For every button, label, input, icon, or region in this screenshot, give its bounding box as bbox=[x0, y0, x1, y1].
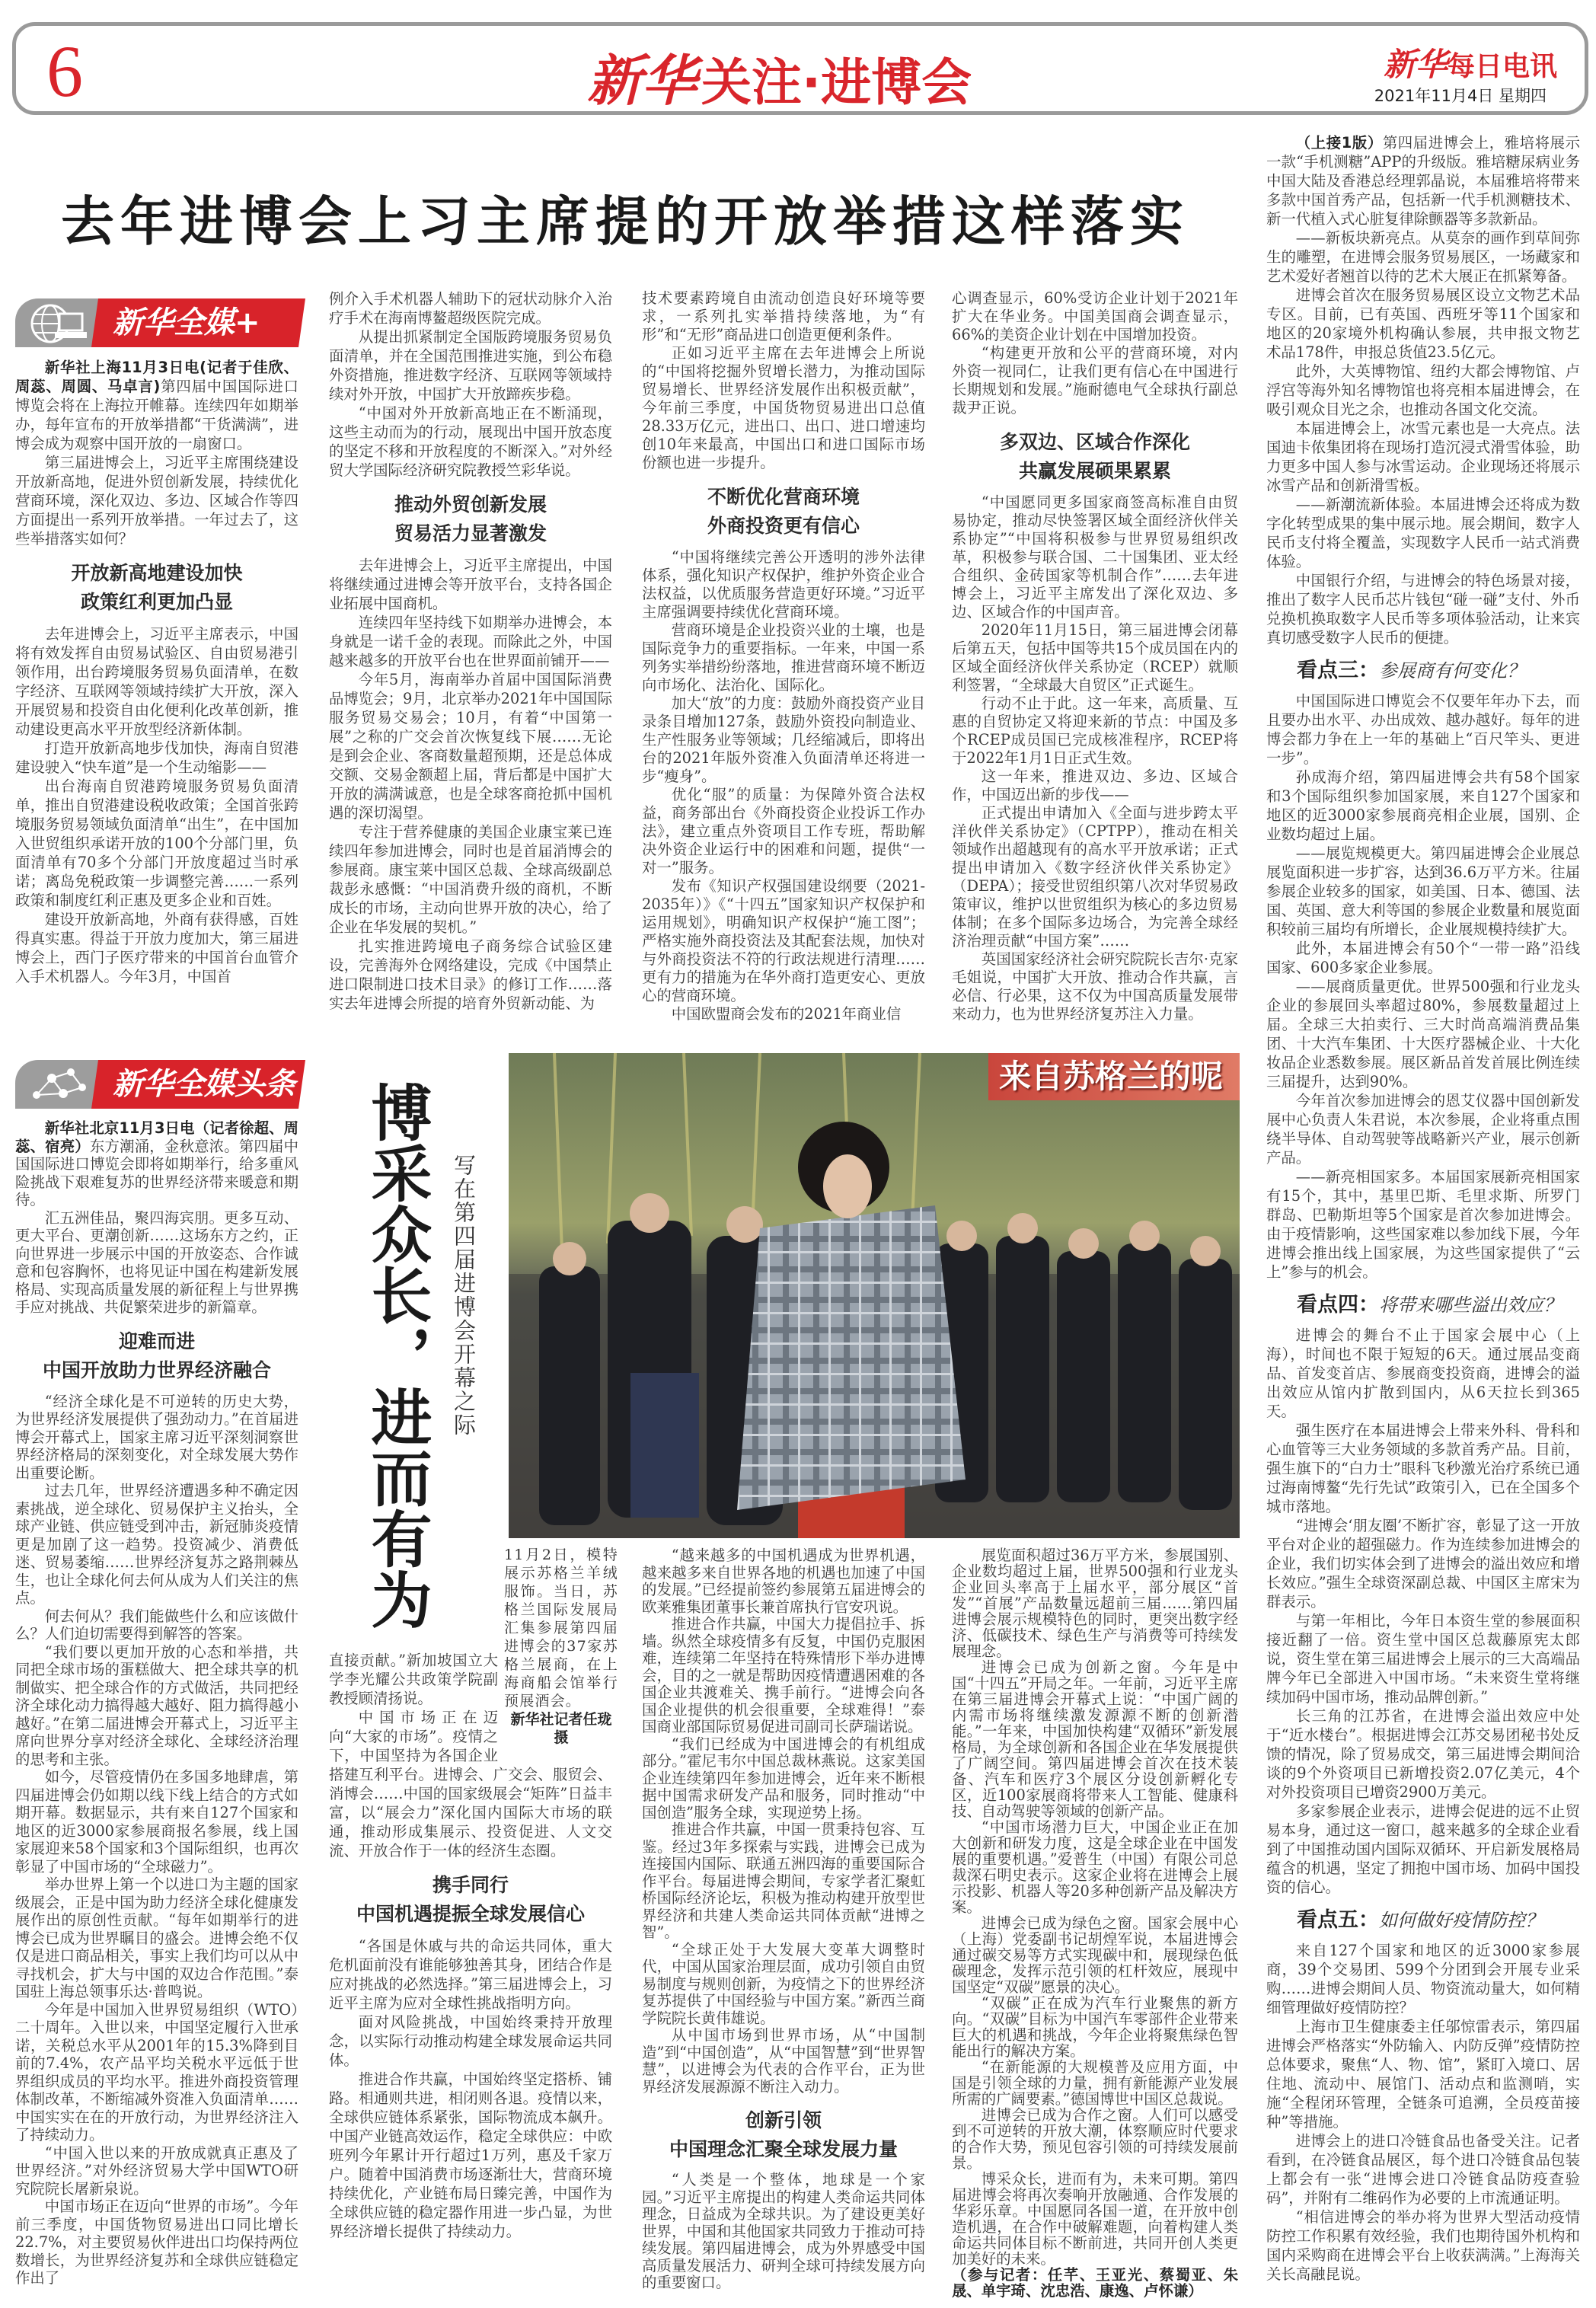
lead-text: 第四届进博会上，雅培将展示一款“手机测糖”APP的升级版。雅培糖尿病业务中国大陆及香港总经理郭晶说，本届雅培将带来多款中国首秀产品，包括新一代手机测糖技术、新一代植入式心脏复律除颤器等多款新品。 bbox=[1266, 134, 1581, 228]
article2-column-3 bbox=[642, 1547, 925, 2292]
paragraph: 中国市场正在迈向“世界的市场”。今年前三季度，中国货物贸易进出口同比增长22.7%，对主要贸易伙伴进出口均保持两位数增长，为世界经济复苏和全球供应链稳定作出了 bbox=[15, 2198, 298, 2287]
paragraph: 从中国市场到世界市场，从“中国制造”到“中国创造”，从“中国智慧”到“世界智慧”，以进博会为代表的合作平台，正为世界经济发展源源不断注入动力。 bbox=[642, 2026, 925, 2096]
paragraph: “我们已经成为中国进博会的有机组成部分。”霍尼韦尔中国总裁林燕说。这家美国企业连续第四年参加进博会，近年来不断根据中国需求研发产品和服务，同时推动“中国创造”服务全球，实现逆势上扬。 bbox=[642, 1735, 925, 1821]
paragraph: 英国国家经济社会研究院院长吉尔·克家毛姐说，中国扩大开放、推动合作共赢，言必信、行必果，这不仅为中国高质量发展带来动力，也为世界经济复苏注入力量。 bbox=[952, 950, 1238, 1023]
paragraph: ——新板块新亮点。从莫奈的画作到草间弥生的雕塑，在进博会服务贸易展区，一场藏家和艺术爱好者翘首以待的艺术大展正在抓紧筹备。 bbox=[1266, 229, 1580, 285]
paragraph: 打造开放新高地步伐加快，海南自贸港建设驶入“快车道”是一个生动缩影—— bbox=[15, 739, 298, 776]
subheading-line: 携手同行 bbox=[432, 1874, 509, 1896]
highlight-question: 如何做好疫情防控？ bbox=[1379, 1910, 1543, 1931]
paragraph: 本届进博会上，冰雪元素也是一大亮点。法国迪卡侬集团将在现场打造沉浸式滑雪体验，助力更多中国人参与冰雪运动。企业现场还将展示冰雪产品和创新滑雪板。 bbox=[1266, 420, 1580, 494]
paragraph: “中国愿同更多国家商签高标准自由贸易协定，推动尽快签署区域全面经济伙伴关系协定”“中国将积极参与世界贸易组织改革，积极参与联合国、二十国集团、亚太经合组织、金砖国家等机制合作”……去年进博会上，习近平主席发出了深化双边、多边、区域合作的中国声音。 bbox=[952, 493, 1238, 621]
paragraph: 技术要素跨境自由流动创造良好环境等要求，一系列扎实举措持续落地，为“有形”和“无形”商品进口创造更便利条件。 bbox=[642, 289, 925, 343]
paragraph: 去年进博会上，习近平主席提出，中国将继续通过进博会等开放平台，支持各国企业拓展中国商机。 bbox=[329, 557, 612, 612]
highlight-question: 参展商有何变化？ bbox=[1379, 660, 1525, 682]
section-subheading bbox=[329, 490, 612, 548]
caption-text: 11月2日，模特展示苏格兰羊绒服饰。当日，苏格兰国际发展局汇集参展第四届进博会的37家苏格兰展商，在上海商船会馆举行预展酒会。 bbox=[504, 1547, 618, 1709]
paragraph: 从提出抓紧制定全国版跨境服务贸易负面清单，并在全国范围推进实施，到公布稳外资措施，推进数字经济、互联网等领域持续对外开放，中国扩大开放蹄疾步稳。 bbox=[329, 328, 612, 403]
section-title-text: 关注·进博会 bbox=[701, 53, 972, 112]
paragraph: 强生医疗在本届进博会上带来外科、骨科和心血管等三大业务领域的多款首秀产品。目前，强生旗下的“白力士”眼科飞秒激光治疗系统已通过海南博鳌“先行先试”政策引入，已在全国多个城市落地。 bbox=[1266, 1422, 1580, 1515]
subheading-line: 推动外贸创新发展 bbox=[394, 493, 547, 516]
section-subheading bbox=[642, 2106, 925, 2164]
article1-headline: 去年进博会上习主席提的开放举措这样落实 bbox=[61, 190, 1189, 253]
subheading-line: 多双边、区域合作深化 bbox=[999, 431, 1190, 453]
paragraph: 行动不止于此。这一年来，高质量、互惠的自贸协定又将迎来新的节点：中国及多个RCEP成员国已完成核准程序，RCEP将于2022年1月1日正式生效。 bbox=[952, 694, 1238, 767]
paragraph: 进博会上的进口冷链食品也备受关注。记者看到，在冷链食品展区，每个进口冷链食品包装上都会有一张“进博会进口冷链食品防疫查验码”，并附有二维码作为必要的上市流通证明。 bbox=[1266, 2132, 1580, 2207]
paragraph: 中国国际进口博览会不仅要年年办下去，而且要办出水平、办出成效、越办越好。每年的进博会都力争在上一年的基础上“百尺竿头、更进一步”。 bbox=[1266, 692, 1580, 767]
paragraph: 中国银行介绍，与进博会的特色场景对接，推出了数字人民币芯片钱包“碰一碰”支付、外币兑换机换取数字人民币等多项体验活动，让来宾真切感受数字人民币的便捷。 bbox=[1266, 572, 1580, 646]
paragraph: 中国欧盟商会发布的2021年商业信 bbox=[671, 1005, 902, 1023]
article1-column-4 bbox=[952, 289, 1238, 1023]
section-subheading bbox=[15, 559, 298, 617]
paragraph: 博采众长，进而有为，未来可期。第四届进博会将再次奏响开放融通、合作发展的华彩乐章。中国愿同各国一道，在开放中创造机遇，在合作中破解难题，向着构建人类命运共同体目标不断前进，共同开创人类更加美好的未来。 bbox=[952, 2170, 1238, 2268]
paragraph: 第三届进博会上，习近平主席围绕建设开放新高地，促进外贸创新发展，持续优化营商环境，深化双边、多边、区域合作等四方面提出一系列开放举措。一年过去了，这些举措落实如何？ bbox=[15, 454, 298, 547]
highlight-label: 看点五： bbox=[1297, 1908, 1379, 1932]
paragraph: 2020年11月15日，第三届进博会闭幕后第五天，包括中国等共15个成员国在内的区域全面经济伙伴关系协定（RCEP）就顺利签署，“全球最大自贸区”正式诞生。 bbox=[952, 621, 1238, 694]
paragraph: 正如习近平主席在去年进博会上所说的“中国将挖掘外贸增长潜力，为推动国际贸易增长、世界经济发展作出积极贡献”，今年前三季度，中国货物贸易进出口总值28.33万亿元，进出口、出口、进口增速均创10年来最高，中国出口和进口国际市场份额也进一步提升。 bbox=[642, 344, 925, 471]
paragraph: 上海市卫生健康委主任邬惊雷表示，第四届进博会严格落实“外防输入、内防反弹”疫情防控总体要求，聚焦“人、物、馆”，紧盯入境口、居住地、流动中、展馆门、活动点和监测哨，实施“全程闭环管理，全链条可追溯，全员疫苗接种”等措施。 bbox=[1266, 2018, 1580, 2131]
paragraph: 面对风险挑战，中国始终秉持开放理念，以实际行动推动构建全球发展命运共同体。 bbox=[329, 2013, 612, 2069]
photo-credit: 新华社记者任珑摄 bbox=[510, 1711, 612, 1746]
paragraph: 营商环境是企业投资兴业的土壤，也是国际竞争力的重要指标。一年来，中国一系列务实举措纷纷落地，推进营商环境不断迈向市场化、法治化、国际化。 bbox=[642, 621, 925, 694]
newspaper-name bbox=[1384, 40, 1557, 85]
paragraph: 举办世界上第一个以进口为主题的国家级展会，正是中国为助力经济全球化健康发展作出的原创性贡献。“每年如期举行的进博会已成为世界瞩目的盛会。进博会绝不仅仅是进口商品相关，事实上我们均可以从中寻找机会，扩大与中国的双边合作范围。”泰国驻上海总领事乐达·普鸣说。 bbox=[15, 1875, 298, 2000]
paragraph: ——展商质量更优。世界500强和行业龙头企业的参展回头率超过80%，参展数量超过上届。全球三大拍卖行、三大时尚高端消费品集团、十大汽车集团、十大医疗器械企业、十大化妆品企业悉数参展。展区新品首发首展比例连续三届提升，达到90%。 bbox=[1266, 978, 1580, 1090]
article1-column-1 bbox=[15, 358, 298, 986]
paragraph: 何去何从？我们能做些什么和应该做什么？人们迫切需要得到解答的答案。 bbox=[15, 1607, 298, 1642]
paragraph: “中国对外开放新高地正在不断涌现，这些主动而为的行动，展现出中国开放态度的坚定不移和开放程度的不断深入。”对外经贸大学国际经济研究院教授竺彩华说。 bbox=[329, 404, 612, 479]
lead-text: 东方潮涌，金秋意浓。第四届中国国际进口博览会即将如期举行，给多重风险挑战下艰难复苏的世界经济带来暖意和期待。 bbox=[15, 1137, 299, 1208]
news-photo bbox=[509, 1053, 1240, 1538]
dateline-byline: 新华社北京11月3日电（记者徐超、周蕊、宿亮） bbox=[15, 1119, 298, 1155]
paragraph: “中国将继续完善公开透明的涉外法律体系，强化知识产权保护，维护外资企业合法权益，以优质服务营造更好环境。”习近平主席强调要持续优化营商环境。 bbox=[642, 548, 925, 621]
paragraph: “在新能源的大规模普及应用方面，中国是引领全球的力量，拥有新能源产业发展所需的广阔要素。”德国博世中国区总裁说。 bbox=[952, 2058, 1238, 2108]
subheading-line: 共赢发展硕果累累 bbox=[1018, 460, 1171, 482]
paragraph: 出台海南自贸港跨境服务贸易负面清单，推出自贸港建设税收政策；全国首张跨境服务贸易领域负面清单“出生”，在中国加入世贸组织承诺开放的100个分部门里，负面清单有70多个分部门开放度超过当时承诺；离岛免税政策一步调整完善……一系列政策和制度红利正惠及更多企业和百姓。 bbox=[15, 777, 298, 909]
lead-paragraph bbox=[1266, 133, 1580, 228]
paragraph: “构建更开放和公平的营商环境，对内外资一视同仁，让我们更有信心在中国进行长期规划和发展。”施耐德电气全球执行副总裁尹正说。 bbox=[952, 344, 1238, 417]
paragraph: 建设开放新高地，外商有获得感，百姓得真实惠。得益于开放力度加大，第三届进博会上，西门子医疗带来的中国首台血管介入手术机器人。今年3月，中国首 bbox=[15, 911, 298, 985]
paragraph: 进博会已成为创新之窗。今年是中国“十四五”开局之年。一年前，习近平主席在第三届进博会开幕式上说：“中国广阔的内需市场将继续激发源源不断的创新潜能。”一年来，中国加快构建“双循环”新发展格局，为全球创新和各国企业在华发展提供了广阔空间。第四届进博会首次在技术装备、汽车和医疗3个展区分设创新孵化专区，近100家展商将带来人工智能、健康科技、自动驾驶等领域的创新产品。 bbox=[952, 1658, 1238, 1820]
side-article-column bbox=[1266, 133, 1580, 2284]
paragraph: 扎实推进跨境电子商务综合试验区建设，完善海外仓网络建设，完成《中国禁止进口限制进口技术目录》的修订工作……落实去年进博会所提的培育外贸新动能、为 bbox=[329, 937, 612, 1012]
paragraph: “中国市场潜力巨大，中国企业正在加大创新和研发力度，这是全球企业在中国发展的重要机遇。”爱普生（中国）有限公司总裁深石明史表示。这家企业将在进博会上展示投影、机器人等20多种创新产品及解决方案。 bbox=[952, 1818, 1238, 1916]
paragraph: 进博会首次在服务贸易展区设立文物艺术品专区。目前，已有英国、西班牙等11个国家和地区的20家境外机构确认参展，共申报文物艺术品178件，申报总货值23.5亿元。 bbox=[1266, 286, 1580, 361]
paragraph: 发布《知识产权强国建设纲要（2021-2035年）》《“十四五”国家知识产权保护和运用规划》，明确知识产权保护“施工图”；严格实施外商投资法及其配套法规，加快对与外商投资法不符的行政法规进行清理……更有力的措施为在华外商打造更安心、更放心的营商环境。 bbox=[642, 877, 925, 1004]
subheading-line: 中国机遇提振全球发展信心 bbox=[356, 1903, 585, 1925]
paragraph: “经济全球化是不可逆转的历史大势，为世界经济发展提供了强劲动力。”在首届进博会开幕式上，国家主席习近平深刻洞察世界经济格局的深刻变化，对全球发展大势作出重要论断。 bbox=[15, 1392, 298, 1482]
network-globe-icon bbox=[29, 1065, 90, 1106]
banner-xinhua-media-plus bbox=[15, 295, 298, 347]
dateline-byline: （上接1版） bbox=[1295, 134, 1383, 152]
page-masthead bbox=[12, 22, 1588, 115]
paragraph: 此外，大英博物馆、纽约大都会博物馆、卢浮宫等海外知名博物馆也将亮相本届进博会，在吸引观众目光之余，也推动各国文化交流。 bbox=[1266, 362, 1580, 418]
globe-laptop-icon bbox=[29, 303, 90, 344]
caption-gap-spacer bbox=[498, 1651, 612, 1753]
paragraph: 连续四年坚持线下如期举办进博会，本身就是一诺千金的表现。而除此之外，中国越来越多的开放平台也在世界面前铺开—— bbox=[329, 614, 612, 669]
paragraph: ——新亮相国家多。本届国家展新亮相国家有15个，其中，基里巴斯、毛里求斯、所罗门群岛、巴勒斯坦等5个国家是首次参加进博会。由于疫情影响，这些国家难以参加线下展，今年进博会推出线上国家展，为这些国家提供了“云上”参与的机会。 bbox=[1266, 1168, 1580, 1281]
highlight-label: 看点三： bbox=[1297, 659, 1379, 682]
highlight-label: 看点四： bbox=[1297, 1293, 1379, 1317]
paragraph: 今年5月，海南举办首届中国国际消费品博览会；9月，北京举办2021年中国国际服务贸易交易会；10月，有着“中国第一展”之称的广交会首次恢复线下展……无论是到会企业、客商数量超预期，还是总体成交额、交易金额超上届，背后都是中国扩大开放的满满诚意，也是全球客商抢抓中国机遇的深切渴望。 bbox=[329, 671, 612, 822]
paragraph: 来自127个国家和地区的近3000家参展商，39个交易团、599个分团到会开展专业采购……进博会期间人员、物资流动量大，如何精细管理做好疫情防控？ bbox=[1266, 1942, 1580, 2016]
paragraph: “人类是一个整体，地球是一个家园。”习近平主席提出的构建人类命运共同体理念，日益成为全球共识。为了建设更美好世界，中国和其他国家共同致力于推动可持续发展。第四届进博会，成为外界感受中国高质量发展活力、研判全球可持续发展方向的重要窗口。 bbox=[642, 2171, 925, 2291]
paragraph: 心调查显示，60%受访企业计划于2021年扩大在华业务。中国美国商会调查显示，66%的美资企业计划在中国增加投资。 bbox=[952, 289, 1238, 343]
section-subheading bbox=[15, 1327, 298, 1385]
paper-name-text: 每日电讯 bbox=[1447, 51, 1557, 82]
paragraph: 中国市场正在迈向“大家的市场”。疫情之下，中国坚持为各国企业搭建互利平台。进博会、广交会、服贸会、消博会……中国的国家级展会“矩阵”日益丰富，以“展会力”深化国内国际大市场的联通，推动形成集展示、投资促进、人文交流、开放合作于一体的经济生态圈。 bbox=[329, 1709, 612, 1859]
paragraph: 此外，本届进博会有50个“一带一路”沿线国家、600多家企业参展。 bbox=[1266, 940, 1580, 976]
paragraph: ——新潮流新体验。本届进博会还将成为数字化转型成果的集中展示地。展会期间，数字人民币支付将全覆盖，实现数字人民币一站式消费体验。 bbox=[1266, 496, 1580, 570]
paragraph: 长三角的江苏省，在进博会溢出效应中处于“近水楼台”。根据进博会江苏交易团秘书处反馈的情况，除了贸易成交，第三届进博会期间洽谈的9个外资项目已新增投资2.07亿美元，4个对外投资项目已增资2900万美元。 bbox=[1266, 1707, 1580, 1801]
banner-xinhua-media-headline bbox=[15, 1057, 298, 1109]
paragraph: 展览面积超过36万平方米，参展国别、企业数均超过上届，世界500强和行业龙头企业回头率高于上届水平，部分展区“首发”“首展”产品数量远超前三届……第四届进博会展示规模特色的同时，更突出数字经济、低碳技术、绿色生产与消费等可持续发展理念。 bbox=[952, 1547, 1238, 1660]
page-number: 6 bbox=[46, 30, 83, 112]
section-title bbox=[587, 37, 972, 116]
paragraph: 进博会的舞台不止于国家会展中心（上海），时间也不限于短短的6天。通过展品变商品、首发变首店、参展商变投资商，进博会的溢出效应从馆内扩散到国内，从6天拉长到365天。 bbox=[1266, 1326, 1580, 1420]
article2-title: 博采众长，进而有为 bbox=[361, 1081, 433, 1630]
banner-label: 新华全媒+ bbox=[113, 305, 260, 340]
paragraph: 今年首次参加进博会的恩艾仪器中国创新发展中心负责人朱君说，本次参展，企业将重点围绕半导体、自动驾驶等战略新兴产业，展示创新产品。 bbox=[1266, 1092, 1580, 1167]
paragraph: 推进合作共赢，中国一贯秉持包容、互鉴。经过3年多探索与实践，进博会已成为连接国内国际、联通五洲四海的重要国际合作平台。每届进博会期间，专家学者汇聚虹桥国际经济论坛，积极为推动构建开放型世界经济和共建人类命运共同体贡献“进博之智”。 bbox=[642, 1821, 925, 1941]
paragraph: ——展览规模更大。第四届进博会企业展总展览面积进一步扩容，达到36.6万平方米。往届参展企业较多的国家，如美国、日本、德国、法国、英国、意大利等国的参展企业数量和展览面积较前三届均有所增长，企业展规模持续扩大。 bbox=[1266, 844, 1580, 938]
paragraph: 如今，尽管疫情仍在多国多地肆虐，第四届进博会仍如期以线下线上结合的方式如期开幕。数据显示，共有来自127个国家和地区的近3000家参展商报名参展，线上国家展迎来58个国家和3个国际组织，也再次彰显了中国市场的“全球磁力”。 bbox=[15, 1768, 298, 1875]
article2-subtitle: 写在第四届进博会开幕之际 bbox=[451, 1154, 477, 1437]
paragraph: “越来越多的中国机遇成为世界机遇，越来越多来自世界各地的机遇也加速了中国的发展。”已经提前签约参展第五届进博会的欧莱雅集团董事长兼首席执行官安巩说。 bbox=[642, 1547, 925, 1616]
subheading-line: 政策红利更加凸显 bbox=[80, 591, 233, 613]
subheading-line: 创新引领 bbox=[745, 2109, 822, 2131]
paragraph: “我们要以更加开放的心态和举措，共同把全球市场的蛋糕做大、把全球共享的机制做实、把全球合作的方式做活，共同把经济全球化动力搞得越大越好、阻力搞得越小越好。”在第二届进博会开幕式上，习近平主席向世界分享对经济全球化、全球经济治理的思考和主张。 bbox=[15, 1642, 298, 1768]
paragraph: 孙成海介绍，第四届进博会共有58个国家和3个国际组织参加国家展，来自127个国家和地区的近3000家参展商亮相企业展，国别、企业数均超过上届。 bbox=[1266, 768, 1580, 843]
article2-column-1 bbox=[15, 1119, 298, 2287]
paragraph: “双碳”正在成为汽车行业聚焦的新方向。“双碳”目标为中国汽车零部件企业带来巨大的机遇和挑战，今年企业将聚焦绿色智能出行的解决方案。 bbox=[952, 1994, 1238, 2060]
paragraph: 汇五洲佳品，聚四海宾朋。更多互动、更大平台、更潮创新……这场东方之约，正向世界进一步展示中国的开放姿态、合作诚意和包容胸怀，也将见证中国在构建新发展格局、实现高质量发展的新征程上与世界携手应对挑战、共促繁荣进步的新篇章。 bbox=[15, 1208, 298, 1316]
subheading-line: 中国开放助力世界经济融合 bbox=[42, 1358, 271, 1381]
subheading-line: 开放新高地建设加快 bbox=[71, 562, 243, 584]
paragraph: 加大“放”的力度：鼓励外商投资产业目录条目增加127条，鼓励外资投向制造业、生产性服务业等领域；几经缩减后，即将出台的2021年版外资准入负面清单还将进一步“瘦身”。 bbox=[642, 694, 925, 785]
article1-column-2 bbox=[329, 289, 612, 1013]
lead-text: 第四届中国国际进口博览会将在上海拉开帷幕。连续四年如期举办，每年宣布的开放举措都“干货满满”，进博会成为观察中国开放的一扇窗口。 bbox=[15, 378, 298, 452]
highlight-heading bbox=[1297, 1292, 1580, 1318]
section-subheading bbox=[329, 1871, 612, 1929]
paragraph: 推进合作共赢，中国大力提倡拉手、拆墙。纵然全球疫情多有反复，中国仍克服困难，连续第二年坚持在特殊情形下举办进博会，目的之一就是帮助因疫情遭遇困难的各国企业共渡难关、携手前行。“进博会向各国企业提供的机会很重要，全球难得！”泰国商业部国际贸易促进司副司长萨瑞诺说。 bbox=[642, 1615, 925, 1735]
paragraph: “全球正处于大发展大变革大调整时代，中国从国家治理层面，成功引领自由贸易制度与规则创新，为疫情之下的世界经济复苏提供了中国经验与中国方案。”新西兰商学院院长黄伟雄说。 bbox=[642, 1940, 925, 2027]
article2-column-4 bbox=[952, 1547, 1238, 2299]
paragraph: “各国是休戚与共的命运共同体，重大危机面前没有谁能够独善其身，团结合作是应对挑战的必然选择。”第三届进博会上，习近平主席为应对全球性挑战指明方向。 bbox=[329, 1937, 612, 2012]
paragraph: “进博会‘朋友圈’不断扩容，彰显了这一开放平台对企业的超强磁力。作为连续参加进博会的企业，我们切实体会到了进博会的溢出效应和增长效应。”强生全球资深副总裁、中国区主席宋为群表示。 bbox=[1266, 1517, 1580, 1610]
paragraph: 去年进博会上，习近平主席表示，中国将有效发挥自由贸易试验区、自由贸易港引领作用，出台跨境服务贸易负面清单，在数字经济、互联网等领域持续扩大开放，深入开展贸易和投资自由化便利化改革创新，推动建设更高水平开放型经济新体制。 bbox=[15, 625, 298, 738]
subheading-line: 中国理念汇聚全球发展力量 bbox=[669, 2138, 898, 2160]
paragraph: 专注于营养健康的美国企业康宝莱已连续四年参加进博会，同时也是首届消博会的参展商。康宝莱中国区总裁、全球高级副总裁彭永感慨：“中国消费升级的商机，不断成长的市场，主动向世界开放的决心，给了企业在华发展的契机。” bbox=[329, 823, 612, 936]
paragraph: 这一年来，推进双边、多边、区域合作，中国迈出新的步伐—— bbox=[952, 768, 1238, 803]
paragraph: 多家参展企业表示，进博会促进的远不止贸易本身，通过这一窗口，越来越多的全球企业看到了中国推动国内国际双循环、开启新发展格局蕴含的机遇，坚定了拥抱中国市场、加码中国投资的信心。 bbox=[1266, 1802, 1580, 1896]
banner-label: 新华全媒头条 bbox=[113, 1067, 295, 1102]
lead-paragraph bbox=[15, 358, 298, 453]
paragraph: 例介入手术机器人辅助下的冠状动脉介入治疗手术在海南博鳌超级医院完成。 bbox=[329, 290, 612, 327]
highlight-heading bbox=[1297, 1907, 1580, 1933]
section-brand-logo: 新华 bbox=[587, 48, 697, 113]
reporter-credits: （参与记者：任芊、王亚光、蔡蜀亚、朱晟、单宇琦、沈忠浩、康逸、卢怀谦） bbox=[952, 2266, 1238, 2300]
paragraph: 推进合作共赢，中国始终坚定搭桥、铺路。相通则共进，相闭则各退。疫情以来，全球供应链体系紧张，国际物流成本飙升。中国产业链高效运作，稳定全球供应：中欧班列今年累计开行超过1万列，惠及千家万户。随着中国消费市场逐渐壮大，营商环境持续优化，产业链布局日臻完善，中国作为全球供应链的稳定器作用进一步凸显，为世界经济增长提供了持续动力。 bbox=[329, 2070, 612, 2240]
dateline-byline: 新华社上海11月3日电(记者于佳欣、周蕊、周圆、马卓言) bbox=[15, 359, 298, 395]
paragraph: 正式提出申请加入《全面与进步跨太平洋伙伴关系协定》（CPTPP），推动在相关领域作出超越现有的高水平开放承诺；正式提出申请加入《数字经济伙伴关系协定》（DEPA）；接受世贸组织第八次对华贸易政策审议，维护以世贸组织为核心的多边贸易体制；在多个国际多边场合，为完善全球经济治理贡献“中国方案”…… bbox=[952, 804, 1238, 950]
highlight-question: 将带来哪些溢出效应？ bbox=[1379, 1294, 1562, 1316]
paragraph: 与第一年相比，今年日本资生堂的参展面积接近翻了一倍。资生堂中国区总裁藤原宪太郎说，资生堂在第三届进博会上展示的三大高端品牌今年已全部进入中国市场。“未来资生堂将继续加码中国市场，推动品牌创新。” bbox=[1266, 1612, 1580, 1706]
subheading-line: 贸易活力显著激发 bbox=[394, 522, 547, 544]
subheading-line: 迎难而进 bbox=[118, 1330, 195, 1352]
paragraph: 直接贡献。”新加坡国立大学李光耀公共政策学院副教授顾清扬说。 bbox=[329, 1652, 498, 1707]
paragraph: 今年是中国加入世界贸易组织（WTO）二十周年。入世以来，中国坚定履行入世承诺，关税总水平从2001年的15.3%降到目前的7.4%，农产品平均关税水平远低于世界组织成员的平均水平。推进外商投资管理体制改革，不断缩减外资准入负面清单……中国实实在在的开放行动，为世界经济注入了持续动力。 bbox=[15, 2000, 298, 2144]
paragraph: “中国入世以来的开放成就真正惠及了世界经济。”对外经济贸易大学中国WTO研究院院长屠新泉说。 bbox=[15, 2144, 298, 2198]
lead-paragraph bbox=[15, 1119, 298, 1209]
article1-column-3 bbox=[642, 289, 925, 1023]
subheading-line: 不断优化营商环境 bbox=[707, 486, 860, 508]
photo-overlay-title: 来自苏格兰的呢 bbox=[988, 1053, 1240, 1100]
highlight-heading bbox=[1297, 658, 1580, 684]
paragraph: 过去几年，世界经济遭遇多种不确定因素挑战，逆全球化、贸易保护主义抬头，全球产业链、供应链受到冲击，新冠肺炎疫情更是加剧了这一趋势。投资减少、消费低迷、贸易萎缩……世界经济复苏之路荆棘丛生，也让全球化何去何从成为人们关注的焦点。 bbox=[15, 1482, 298, 1607]
paper-brand-logo: 新华 bbox=[1383, 46, 1448, 83]
section-subheading bbox=[642, 483, 925, 541]
paragraph: 进博会已成为合作之窗。人们可以感受到不可逆转的开放大潮，体察顺应时代要求的合作大势，预见包容引领的可持续发展前景。 bbox=[952, 2106, 1238, 2172]
article2-column-2 bbox=[329, 1651, 612, 2241]
issue-date: 2021年11月4日 星期四 bbox=[1374, 87, 1547, 105]
paragraph: 优化“服”的质量：为保障外资合法权益，商务部出台《外商投资企业投诉工作办法》，建立重点外资项目工作专班，帮助解决外资企业运行中的困难和问题，提供“一对一”服务。 bbox=[642, 786, 925, 876]
subheading-line: 外商投资更有信心 bbox=[707, 515, 860, 537]
photo-model-scottish-cashmere bbox=[509, 1053, 1240, 1538]
paragraph: “相信进博会的举办将为世界大型活动疫情防控工作积累有效经验，我们也期待国外机构和国内采购商在进博会平台上收获满满。”上海海关关长高融昆说。 bbox=[1266, 2208, 1580, 2283]
paragraph: 进博会已成为绿色之窗。国家会展中心（上海）党委副书记胡煌军说，本届进博会通过碳交易等方式实现碳中和，展现绿色低碳理念，发挥示范引领的杠杆效应，展现中国坚定“双碳”愿景的决心。 bbox=[952, 1914, 1238, 1996]
section-subheading bbox=[952, 428, 1238, 486]
